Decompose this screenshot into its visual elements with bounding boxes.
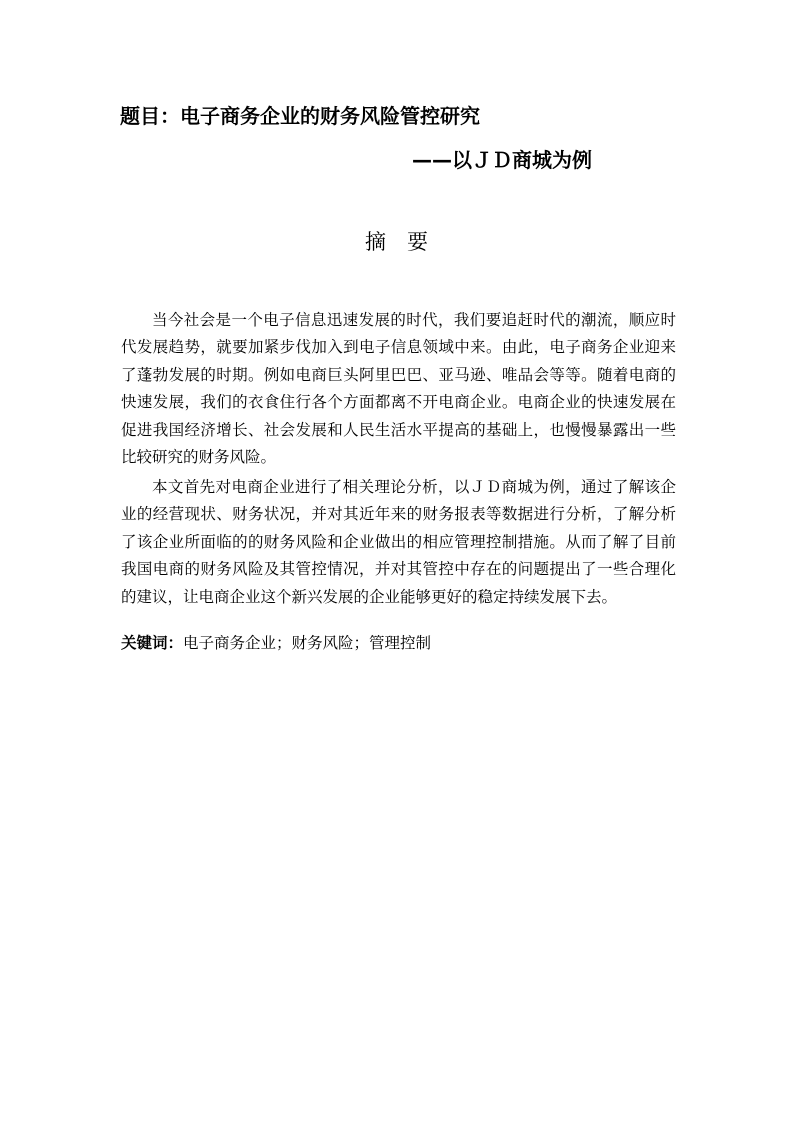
- keywords-line: [121, 630, 431, 657]
- abstract-line: 本文首先对电商企业进行了相关理论分析，以ＪＤ商城为例，通过了解该企: [152, 478, 676, 496]
- abstract-paragraph: [121, 474, 676, 611]
- abstract-line: 当今社会是一个电子信息迅速发展的时代，我们要追赶时代的潮流，顺应时: [152, 311, 676, 329]
- abstract-paragraph: [121, 307, 676, 471]
- abstract-line: 的建议，让电商企业这个新兴发展的企业能够更好的稳定持续发展下去。: [121, 587, 618, 606]
- keywords-value: 电子商务企业；财务风险；管理控制: [183, 634, 432, 652]
- abstract-line: 业的经营现状、财务状况，并对其近年来的财务报表等数据进行分析，了解分析: [121, 505, 676, 524]
- abstract-line: 我国电商的财务风险及其管控情况，并对其管控中存在的问题提出了一些合理化: [121, 560, 676, 579]
- keywords-label: 关键词：: [121, 634, 184, 652]
- document-subtitle: ——以ＪＤ商城为例: [412, 148, 592, 172]
- abstract-line: 了该企业所面临的的财务风险和企业做出的相应管理控制措施。从而了解了目前: [121, 532, 676, 551]
- abstract-line: 代发展趋势，就要加紧步伐加入到电子信息领域中来。由此，电子商务企业迎来: [121, 338, 676, 357]
- abstract-line: 快速发展，我们的衣食住行各个方面都离不开电商企业。电商企业的快速发展在: [121, 393, 676, 412]
- document-title: 题目：电子商务企业的财务风险管控研究: [120, 104, 480, 128]
- abstract-line: 了蓬勃发展的时期。例如电商巨头阿里巴巴、亚马逊、唯品会等等。随着电商的: [121, 365, 676, 384]
- abstract-line: 比较研究的财务风险。: [121, 447, 277, 466]
- abstract-heading: 摘 要: [365, 230, 428, 254]
- abstract-line: 促进我国经济增长、社会发展和人民生活水平提高的基础上，也慢慢暴露出一些: [121, 420, 676, 439]
